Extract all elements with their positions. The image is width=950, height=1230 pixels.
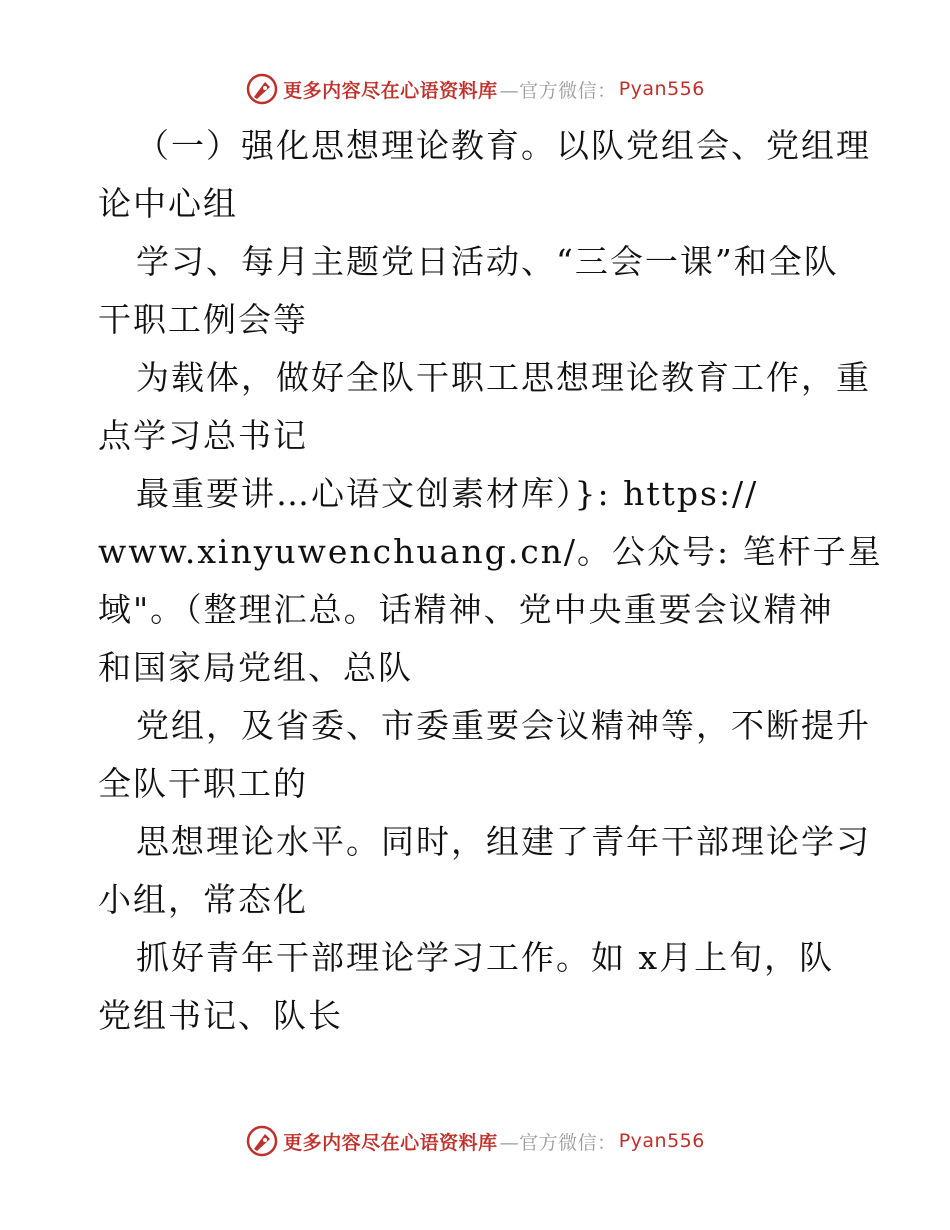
text-line: 和国家局党组、总队 (98, 648, 413, 687)
watermark-wechat-id: Pyan556 (618, 78, 705, 100)
text-line: 最重要讲…心语文创素材库）}: https:// (136, 474, 759, 513)
text-line: 为载体，做好全队干职工思想理论教育工作，重 (136, 358, 871, 397)
text-line: 思想理论水平。同时，组建了青年干部理论学习 (136, 822, 871, 861)
watermark-wechat-id: Pyan556 (618, 1130, 705, 1152)
watermark-main-text: 更多内容尽在心语资料库 (283, 79, 498, 102)
watermark-wechat-label: —官方微信： (499, 79, 617, 102)
pen-nib-logo-icon (245, 72, 279, 106)
text-line: （一）强化思想理论教育。以队党组会、党组理 (136, 126, 871, 165)
text-line: 抓好青年干部理论学习工作。如 x月上旬，队 (136, 938, 835, 977)
header-watermark (0, 72, 950, 106)
text-line: 域"。（整理汇总。话精神、党中央重要会议精神 (98, 590, 834, 629)
text-line: 学习、每月主题党日活动、“三会一课”和全队 (136, 242, 839, 281)
text-line: 党组书记、队长 (98, 996, 343, 1035)
document-body (98, 117, 883, 1045)
pen-nib-logo-icon (245, 1124, 279, 1158)
text-line: 干职工例会等 (98, 300, 308, 339)
text-line: 点学习总书记 (98, 416, 308, 455)
footer-watermark (0, 1124, 950, 1158)
text-line: 论中心组 (98, 184, 238, 223)
text-line: www.xinyuwenchuang.cn/。公众号: 笔杆子星 (98, 532, 883, 571)
text-line: 小组，常态化 (98, 880, 308, 919)
text-line: 党组，及省委、市委重要会议精神等，不断提升 (136, 706, 871, 745)
watermark-main-text: 更多内容尽在心语资料库 (283, 1131, 498, 1154)
watermark-wechat-label: —官方微信： (499, 1131, 617, 1154)
text-line: 全队干职工的 (98, 764, 308, 803)
